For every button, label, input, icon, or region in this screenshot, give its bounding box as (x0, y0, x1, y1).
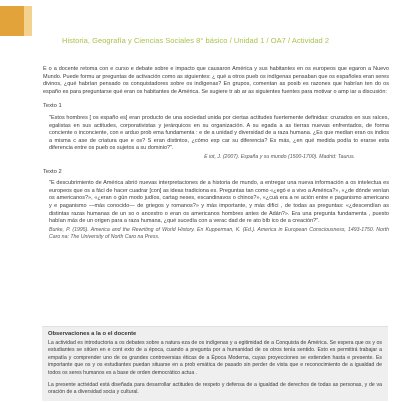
texto2-citation: Burke, P. (1995). America and the Rewriting of World History. En Kupperman, K. (Ed.). America in European Consciousness, 1493-1750. North Caro na: The University of North Caro na Press. (49, 226, 389, 241)
texto1-quote: "Estos hombres [ os españo es] eran producto de una sociedad unida por ciertas actitudes fuertemente definidas: cruzados en sus raíces, egalistas en sus actitudes, corporativistas y jerárquicos en su organización. A su egada a as tierras nuevas enfrentados, de forma conciente o inconciente, con e arduo prob ema fundamenta : e de a unidad y diversidad de a raza humana. ¿Es que median eran os indios a misma c ase de criatura que e os? S eran distintos, ¿cómo exp car su diferencia? Es más, ¿en qué medida podía to erarse esta diferencia entre os pueb os sujetos a su dominio?". (49, 114, 389, 152)
texto1-label: Texto 1 (43, 103, 62, 110)
intro-paragraph: E o a docente retoma con e curso e debate sobre e impacto que causaron América y sus habitantes en os europeos que egaron a Nuevo Mundo. Puede formu ar preguntas de activación como as siguientes: ¿ qué a otros pueb os indígenas pensaban que os españoles eran seres divinos, ¿qué habrían pensado os conquistadores sobre os indígenas? En grupos, comentan as posib es razones que habrían ten do os españo es para preguntarse qué eran os habitantes de América. Se sugiere tr ab ar as siguientes fuentes para motivar o amp iar a discusión: (43, 66, 389, 95)
observations-title: Observaciones a la o el docente (48, 331, 137, 337)
header-accent-bar (0, 6, 24, 36)
observations-body (48, 340, 382, 402)
breadcrumb: Historia, Geografía y Ciencias Sociales 8° básico / Unidad 1 / OA7 / Actividad 2 (62, 36, 330, 45)
observations-paragraph-1: La actividad es introductoria a os debates sobre a natura eza de os indígenas y a egitimidad de a Conquista de América. Se espera que os y os estudiantes se sitúen en e cont exto de a época, cuando a pregunta por a humanidad de os otros tenía sentido. Esto es permitirá trabajar a empatía y comprender uno de os grandes controversias éticas de a Época Moderna, cuyas proyecciones se extienden hasta e presente. Es importante que os y os estudiantes puedan situarse en a prob emática de pasado sin perder de vista que e reconocimiento de a igualdad de todos os seres humanos es a base de orden democrático actua . (48, 340, 382, 376)
texto2-quote: "E descubrimiento de América abrió nuevas interpretaciones de a historia de mundo, a entregar una nueva información a os intelectua es europeos que os a fáci de hacer cuadrar [con] as ideas tradiciona es. Preguntas tan como «¿egó e a vivo a América?», «¿de dónde venían os americanos?», «¿eran o gún modo judíos, cartag neses, escandinavos o chinos?», «¿cuá era a re ación entre e paganismo americano y e paganismo —más conocido— de griegos y romanos?» y más importante, y más difíci , de todas as preguntas: «¿descendían as distintas razas humanas de un so o ancestro o eran os americanos hombres antes de Adán?». Era una pregunta fundamenta , puesto habían más de un origen para a raza humana, ¿qué sucedía con a verac dad de re ato bíb ico de a creación?". (49, 180, 389, 225)
header-accent-bar-light (24, 6, 32, 36)
texto2-label: Texto 2 (43, 168, 62, 175)
texto1-citation: E iot, J. (2007). España y su mundo (1500-1700). Madrid: Taurus. (204, 153, 355, 160)
observations-paragraph-2: La presente actividad está diseñada para desarrollar actitudes de respeto y defensa de a igualdad de derechos de todas as personas, y de va oración de a diversidad socia y cultural. (48, 382, 382, 396)
document-content (43, 66, 389, 242)
observations-box (42, 326, 388, 401)
